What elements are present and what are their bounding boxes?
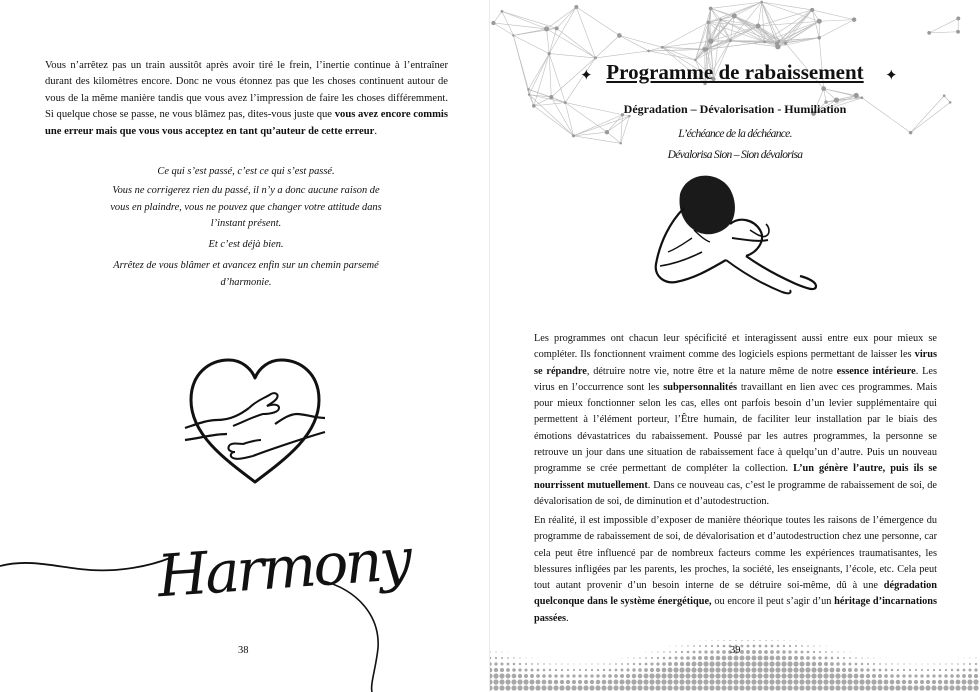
quote-line: Vous ne corrigerez rien du passé, il n’y a donc aucune raison de vous en plaindre, vous ne pouvez que changer votre attitude dans l’instant présent. [110, 185, 382, 230]
page-subtitle: Dégradation – Dévalorisation - Humiliation [623, 102, 847, 116]
tagline: L’échéance de la déchéance. [678, 128, 792, 140]
quote-line: Arrêtez de vous blâmer et avancez enfin sur un chemin parsemé d’harmonie. [113, 260, 379, 288]
body-paragraph: En réalité, il est impossible d’exposer de manière théorique toutes les raisons de l’émergence du programme de rabaissement de soi, de dévalorisation et d’autodestruction chez une personne, car cela peut être influencé par de nombreux facteurs comme les expériences traumatisantes, les blessures infligées par les parents, les proches, la société, les enseignants, l’école, etc. Cela peut tout autant provenir d’un besoin interne de se détruire soi-même, dû à une dégradation quelconque dans le système énergétique, ou encore il peut s’agir d’un héritage d’incarnations passées. [534, 515, 937, 624]
body-paragraph: Les programmes ont chacun leur spécificité et interagissent aussi entre eux pour mieux se compléter. Ils fonctionnent vraiment comme des logiciels espions permettant de laisser les virus se répandre, détruire notre vie, notre être et la nature même de notre essence intérieure. Les virus en l’occurrence sont les subpersonnalités travaillant en lien avec ces programmes. Mais pour mieux fonctionner selon les cas, elles ont parfois besoin d’un levier supplémentaire qui permettent à l’élément porteur, l’Être humain, de faciliter leur installation par le biais des émotions dévastatrices du rabaissement. Poussé par les autres programmes, la personne se retrouve un jour dans une situation de rabaissement face à quelqu’un d’autre. Puis un nouveau programme se crée permettant de compléter la collection. L’un génère l’autre, puis ils se nourrissent mutuellement. Dans ce nouveau cas, c’est le programme de rabaissement de soi, de dévalorisation de soi, de diminution et d’autodestruction. [534, 333, 937, 507]
tagline: Dévalorisa Sion – Sion dévalorisa [667, 149, 803, 161]
quote-line: Et c’est déjà bien. [208, 239, 284, 250]
right-page [490, 0, 980, 692]
quote-line: Ce qui s’est passé, c’est ce qui s’est passé. [157, 166, 335, 177]
page-number: 38 [238, 645, 249, 656]
page-title: Programme de rabaissement [606, 60, 864, 84]
sad-child-illustration [650, 168, 830, 298]
sparkle-icon: ✦ [885, 68, 898, 84]
sparkle-icon: ✦ [580, 68, 593, 84]
harmony-script-word: Harmony [155, 524, 412, 611]
heart-hug-illustration [183, 354, 327, 488]
intro-paragraph: Vous n’arrêtez pas un train aussitôt après avoir tiré le frein, l’inertie continue à l’entraîner durant des kilomètres encore. Donc ne vous étonnez pas que les choses continuent autour de vous de la même manière tandis que vous avez l’impression de faire les choses différemment. Si quelque chose se passe, ne vous blâmez pas, dites-vous juste que vous avez encore commis une erreur mais que vous vous acceptez en tant qu’auteur de cette erreur. [45, 60, 448, 137]
page-number: 39 [730, 645, 741, 656]
harmony-script-artwork [0, 508, 490, 692]
